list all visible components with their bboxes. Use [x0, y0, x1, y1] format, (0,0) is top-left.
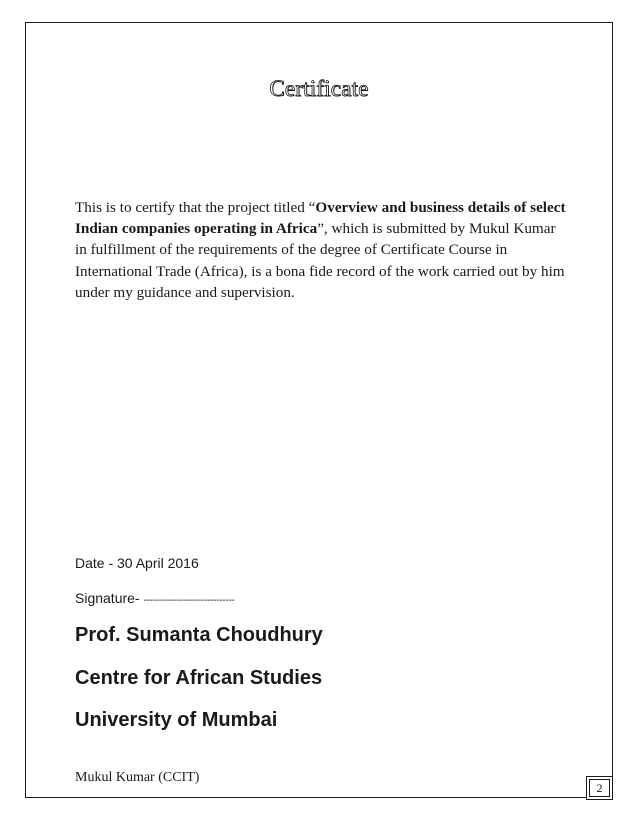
certification-paragraph [75, 197, 567, 303]
page-number: 2 [589, 779, 610, 797]
signature-line [75, 590, 234, 606]
signatory-name: Prof. Sumanta Choudhury [75, 624, 323, 646]
date-line: Date - 30 April 2016 [75, 555, 199, 571]
signatory-university: University of Mumbai [75, 709, 278, 731]
signature-label: Signature- [75, 590, 144, 606]
certification-intro: This is to certify that the project titled “ [75, 199, 316, 216]
project-title: Overview and business details of select Indian companies operating in Africa [75, 199, 566, 238]
signature-blank: ------------------------------ [143, 595, 235, 606]
certification-rest: ”, which is submitted by Mukul Kumar in fulfillment of the requirements of the degree of Certificate Course in International Trade (Africa), is a bona fide record of the work carried out by him under my guidance and supervision. [75, 220, 565, 301]
page-title: Certificate [269, 76, 369, 101]
signatory-department: Centre for African Studies [75, 667, 323, 689]
page-number-box [586, 776, 613, 800]
footer-author: Mukul Kumar (CCIT) [75, 770, 200, 785]
